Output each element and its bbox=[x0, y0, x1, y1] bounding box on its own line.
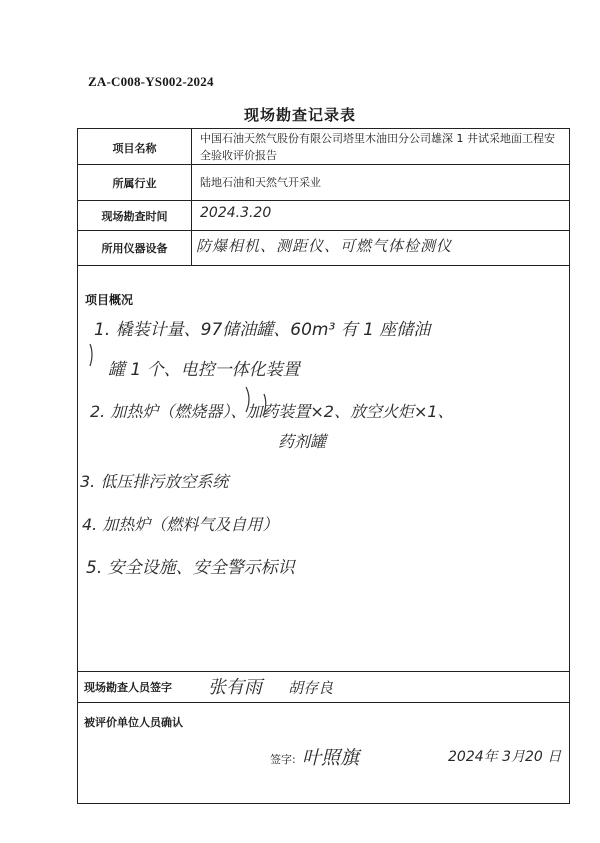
signature-label: 签字: bbox=[270, 753, 296, 766]
survey-staff-signature-1: 张有雨 bbox=[208, 677, 262, 698]
overview-line-1: 1. 橇装计量、97储油罐、60m³ 有 1 座储油 bbox=[94, 320, 431, 340]
industry-value: 陆地石油和天然气开采业 bbox=[200, 176, 321, 189]
handwriting-stroke-icon bbox=[78, 129, 571, 805]
overview-line-2: 罐 1 个、电控一体化装置 bbox=[108, 360, 300, 380]
survey-staff-signature-2: 胡存良 bbox=[288, 679, 334, 697]
confirmation-label: 被评价单位人员确认 bbox=[84, 716, 183, 729]
industry-label: 所属行业 bbox=[112, 177, 157, 190]
document-code: ZA-C008-YS002-2024 bbox=[88, 74, 214, 89]
equipment-label: 所用仪器设备 bbox=[101, 242, 168, 255]
survey-time-label: 现场勘查时间 bbox=[101, 210, 168, 223]
project-name-value: 中国石油天然气股份有限公司塔里木油田分公司雄深 1 井试采地面工程安全验收评价报告 bbox=[200, 132, 555, 162]
project-name-label: 项目名称 bbox=[112, 142, 157, 155]
survey-record-table bbox=[77, 128, 570, 804]
signer-signature: 叶照旗 bbox=[302, 747, 360, 769]
overview-line-3: 2. 加热炉（燃烧器）、加药装置×2、放空火炬×1、 bbox=[90, 402, 454, 421]
survey-staff-label: 现场勘查人员签字 bbox=[84, 681, 172, 694]
overview-line-7: 5. 安全设施、安全警示标识 bbox=[86, 558, 295, 578]
overview-line-5: 3. 低压排污放空系统 bbox=[80, 472, 229, 491]
overview-line-6: 4. 加热炉（燃料气及自用） bbox=[82, 515, 279, 534]
overview-line-4: 药剂罐 bbox=[278, 432, 327, 451]
confirmation-date: 2024年 3月20 日 bbox=[448, 749, 562, 765]
equipment-value: 防爆相机、测距仪、可燃气体检测仪 bbox=[196, 237, 453, 255]
survey-time-value: 2024.3.20 bbox=[200, 205, 272, 221]
overview-label: 项目概况 bbox=[85, 293, 134, 307]
document-title: 现场勘查记录表 bbox=[243, 106, 356, 124]
